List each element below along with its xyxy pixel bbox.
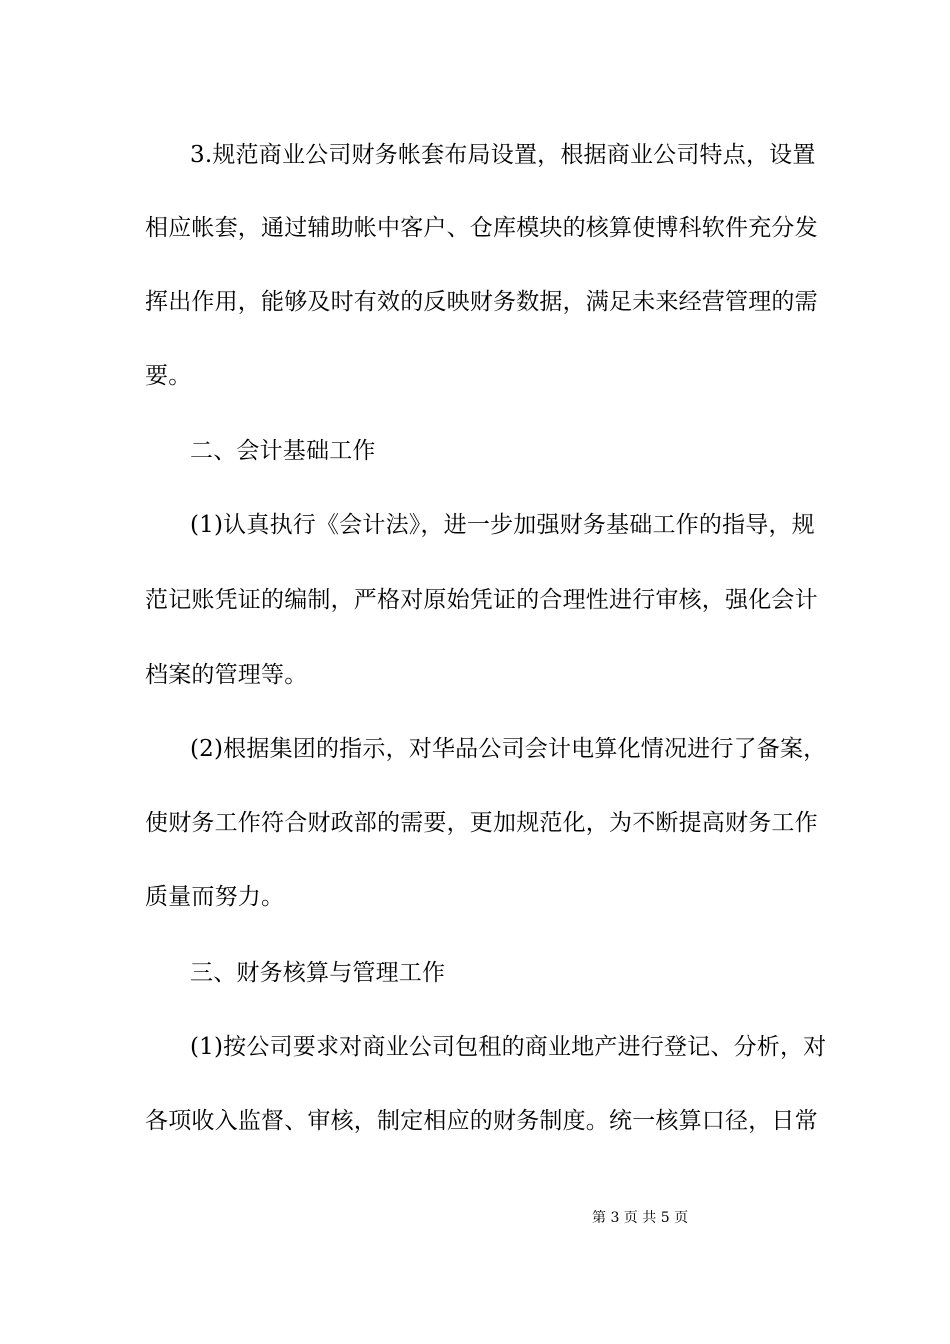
page-number-footer: 第 3 页 共 5 页 <box>592 1210 689 1226</box>
item-2-line-2: 使财务工作符合财政部的需要，更加规范化，为不断提高财务工作 <box>145 810 818 836</box>
item-1-line-2: 范记账凭证的编制，严格对原始凭证的合理性进行审核，强化会计 <box>145 587 818 613</box>
item-3-line-1: (1)按公司要求对商业公司包租的商业地产进行登记、分析，对 <box>190 1034 827 1060</box>
item-2-line-1: (2)根据集团的指示，对华品公司会计电算化情况进行了备案， <box>190 736 827 762</box>
paragraph-3-line-2: 相应帐套，通过辅助帐中客户、仓库模块的核算使博科软件充分发 <box>145 215 818 241</box>
item-1-line-3: 档案的管理等。 <box>145 662 308 688</box>
section-heading-accounting-basics: 二、会计基础工作 <box>190 438 376 464</box>
paragraph-3-line-1: 3.规范商业公司财务帐套布局设置，根据商业公司特点，设置 <box>190 142 816 168</box>
paragraph-3-line-4: 要。 <box>145 363 192 389</box>
item-2-line-3: 质量而努力。 <box>145 884 285 910</box>
item-1-line-1: (1)认真执行《会计法》，进一步加强财务基础工作的指导，规 <box>190 512 815 538</box>
item-3-line-2: 各项收入监督、审核，制定相应的财务制度。统一核算口径，日常 <box>145 1108 818 1134</box>
section-heading-financial-accounting: 三、财务核算与管理工作 <box>190 960 446 986</box>
paragraph-3-line-3: 挥出作用，能够及时有效的反映财务数据，满足未来经营管理的需 <box>145 289 818 315</box>
